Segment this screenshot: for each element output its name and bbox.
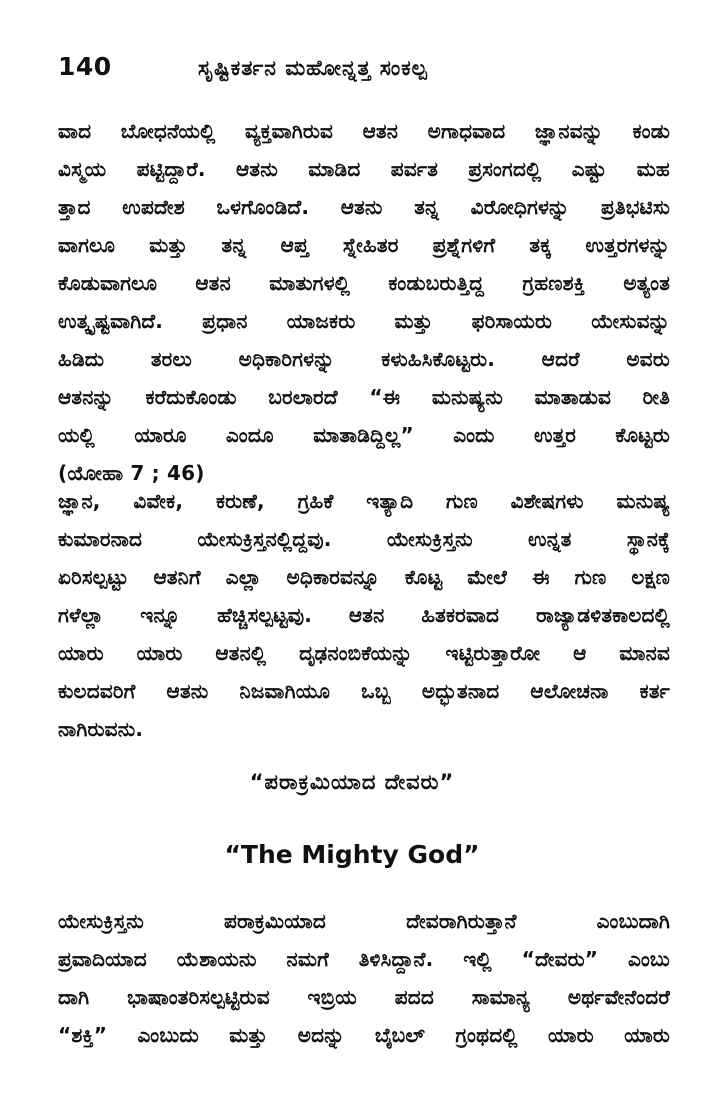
text-line: ತ್ತಾದ ಉಪದೇಶ ಒಳಗೊಂಡಿದೆ. ಆತನು ತನ್ನ ವಿರೋಧಿಗಳನ್ನು ಪ್ರತಿಭಟಿಸು [58, 195, 670, 219]
text-line: (ಯೋಹಾ 7 ; 46) [58, 461, 205, 485]
running-title: ಸೃಷ್ಟಿಕರ್ತನ ಮಹೋನ್ನತ್ತ ಸಂಕಲ್ಪ [198, 56, 428, 80]
paragraph-3 [58, 902, 670, 1054]
text-line: ನಾಗಿರುವನು. [58, 717, 144, 741]
text-line: ಜ್ಞಾನ, ವಿವೇಕ, ಕರುಣೆ, ಗ್ರಹಿಕೆ ಇತ್ಯಾದಿ ಗುಣ ವಿಶೇಷಗಳು ಮನುಷ್ಯ [58, 489, 670, 513]
text-line: ಏರಿಸಲ್ಪಟ್ಟು ಆತನಿಗೆ ಎಲ್ಲಾ ಅಧಿಕಾರವನ್ನೂ ಕೊಟ್ಟ ಮೇಲೆ ಈ ಗುಣ ಲಕ್ಷಣ [58, 565, 670, 589]
text-line: ದಾಗಿ ಭಾಷಾಂತರಿಸಲ್ಪಟ್ಟಿರುವ ಇಬ್ರಿಯ ಪದದ ಸಾಮಾನ್ಯ ಅರ್ಥವೇನೆಂದರೆ [58, 985, 670, 1009]
paragraph-1 [58, 112, 670, 492]
text-line: ಪ್ರವಾದಿಯಾದ ಯೆಶಾಯನು ನಮಗೆ ತಿಳಿಸಿದ್ದಾನೆ. ಇಲ್ಲಿ “ದೇವರು” ಎಂಬು [58, 947, 670, 971]
text-line: ಯೇಸುಕ್ರಿಸ್ತನು ಪರಾಕ್ರಮಿಯಾದ ದೇವರಾಗಿರುತ್ತಾನೆ ಎಂಬುದಾಗಿ [58, 909, 670, 933]
text-line: ವಾದ ಬೋಧನೆಯಲ್ಲಿ ವ್ಯಕ್ತವಾಗಿರುವ ಆತನ ಅಗಾಧವಾದ ಜ್ಞಾನವನ್ನು ಕಂಡು [58, 119, 670, 143]
text-line: ಯಲ್ಲಿ ಯಾರೂ ಎಂದೂ ಮಾತಾಡಿದ್ದಿಲ್ಲ” ಎಂದು ಉತ್ತರ ಕೊಟ್ಟರು [58, 423, 670, 447]
section-heading-kannada: “ಪರಾಕ್ರಮಿಯಾದ ದೇವರು” [249, 770, 455, 794]
text-line: ಗಳೆಲ್ಲಾ ಇನ್ನೂ ಹೆಚ್ಚಿಸಲ್ಪಟ್ಟವು. ಆತನ ಹಿತಕರವಾದ ರಾಜ್ಯಾಡಳಿತಕಾಲದಲ್ಲಿ [58, 603, 670, 627]
text-line: ಉತ್ಕೃಷ್ಟವಾಗಿದೆ. ಪ್ರಧಾನ ಯಾಜಕರು ಮತ್ತು ಫರಿಸಾಯರು ಯೇಸುವನ್ನು [58, 309, 670, 333]
page-header [58, 52, 668, 92]
text-line: ಆತನನ್ನು ಕರೆದುಕೊಂಡು ಬರಲಾರದೆ “ಈ ಮನುಷ್ಯನು ಮಾತಾಡುವ ರೀತಿ [58, 385, 670, 409]
text-line: “ಶಕ್ತಿ” ಎಂಬುದು ಮತ್ತು ಅದನ್ನು ಬೈಬಲ್ ಗ್ರಂಥದಲ್ಲಿ ಯಾರು ಯಾರು [58, 1023, 670, 1047]
section-heading-english: “The Mighty God” [224, 840, 480, 869]
text-line: ಕುಲದವರಿಗೆ ಆತನು ನಿಜವಾಗಿಯೂ ಒಬ್ಬ ಅದ್ಭುತನಾದ ಆಲೋಚನಾ ಕರ್ತ [58, 679, 670, 703]
paragraph-2 [58, 482, 670, 748]
page-number: 140 [58, 52, 112, 81]
text-line: ಕೊಡುವಾಗಲೂ ಆತನ ಮಾತುಗಳಲ್ಲಿ ಕಂಡುಬರುತ್ತಿದ್ದ ಗ್ರಹಣಶಕ್ತಿ ಅತ್ಯಂತ [58, 271, 670, 295]
text-line: ಹಿಡಿದು ತರಲು ಅಧಿಕಾರಿಗಳನ್ನು ಕಳುಹಿಸಿಕೊಟ್ಟರು. ಆದರೆ ಅವರು [58, 347, 670, 371]
text-line: ವಾಗಲೂ ಮತ್ತು ತನ್ನ ಆಪ್ತ ಸ್ನೇಹಿತರ ಪ್ರಶ್ನೆಗಳಿಗೆ ತಕ್ಕ ಉತ್ತರಗಳನ್ನು [58, 233, 670, 257]
text-line: ಯಾರು ಯಾರು ಆತನಲ್ಲಿ ದೃಢನಂಬಿಕೆಯನ್ನು ಇಟ್ಟಿರುತ್ತಾರೋ ಆ ಮಾನವ [58, 641, 670, 665]
text-line: ವಿಸ್ಮಯ ಪಟ್ಟಿದ್ದಾರೆ. ಆತನು ಮಾಡಿದ ಪರ್ವತ ಪ್ರಸಂಗದಲ್ಲಿ ಎಷ್ಟು ಮಹ [58, 157, 670, 181]
text-line: ಕುಮಾರನಾದ ಯೇಸುಕ್ರಿಸ್ತನಲ್ಲಿದ್ದವು. ಯೇಸುಕ್ರಿಸ್ತನು ಉನ್ನತ ಸ್ಥಾನಕ್ಕೆ [58, 527, 670, 551]
